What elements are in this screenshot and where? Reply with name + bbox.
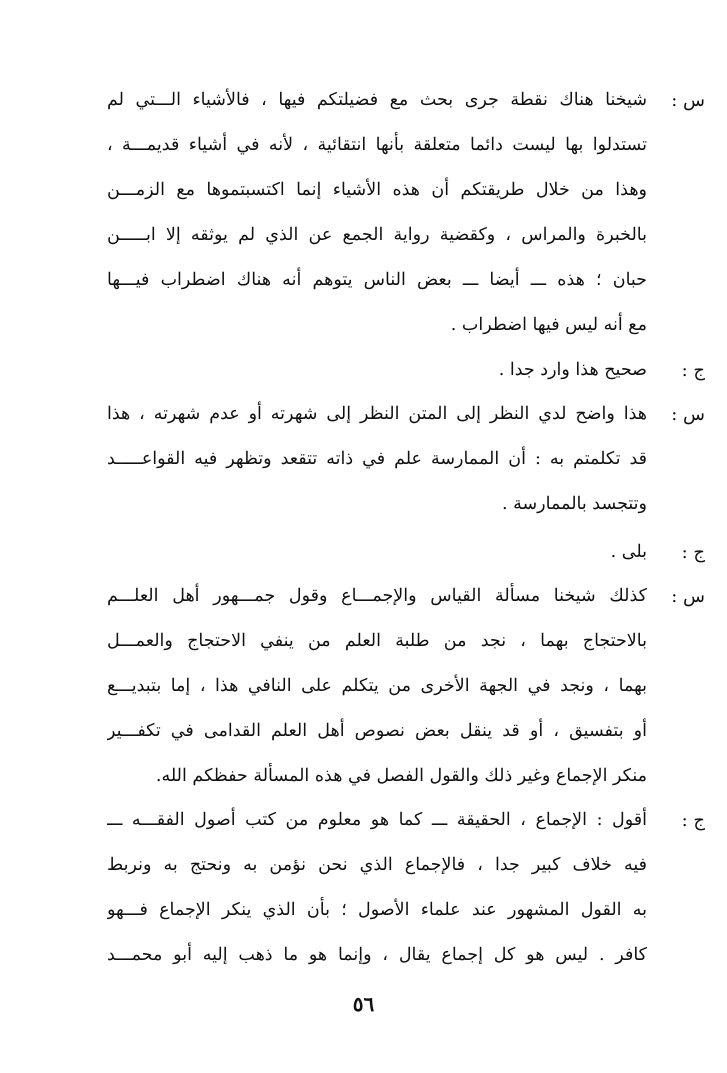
text-line: به القول المشهور عند علماء الأصول ؛ بأن الذي ينكر الإجماع فـــهو <box>107 900 647 920</box>
answer-label: ج : <box>681 810 705 831</box>
answer-label: ج : <box>681 542 705 563</box>
text-line: منكر الإجماع وغير ذلك والقول الفصل في هذه المسألة حفظكم الله. <box>155 766 647 786</box>
text-line: وهذا من خلال طريقتكم أن هذه الأشياء إنما اكتسبتموها مع الزمـــن <box>107 180 647 200</box>
text-line: كافر . ليس هو كل إجماع يقال ، وإنما هو ما ذهب إليه أبو محمـــد <box>107 945 647 965</box>
answer-text <box>107 530 647 575</box>
text-line: قد تكلمتم به : أن الممارسة علم في ذاته تتقعد وتظهر فيه القواعـــــد <box>107 449 647 469</box>
text-line: كذلك شيخنا مسألة القياس والإجمـــاع وقول جمـــهور أهل العلـــم <box>107 586 647 606</box>
text-line: بهما ، ونجد في الجهة الأخرى من يتكلم على النافي هذا ، إما بتبديـــع <box>107 676 647 696</box>
text-line: مع أنه ليس فيها اضطراب . <box>450 315 647 335</box>
text-line: بلى . <box>610 542 647 562</box>
text-line: تستدلوا بها ليست دائما متعلقة بأنها انتقائية ، لأنه في أشياء قديمـــة ، <box>107 135 647 155</box>
answer-text <box>107 348 647 393</box>
question-label: س : <box>671 90 705 111</box>
question-text <box>107 78 647 348</box>
question-label: س : <box>671 404 705 425</box>
question-text <box>107 392 647 527</box>
text-line: بالاحتجاج بهما ، نجد من طلبة العلم من ينفي الاحتجاج والعمـــل <box>107 631 647 651</box>
text-line: فيه خلاف كبير جدا ، فالإجماع الذي نحن نؤمن به ونحتج به ونربط <box>107 855 647 875</box>
text-line: شيخنا هناك نقطة جرى بحث مع فضيلتكم فيها ، فالأشياء الـــتي لم <box>107 90 647 110</box>
question-label: س : <box>671 586 705 607</box>
answer-text <box>107 798 647 978</box>
text-line: وتتجسد بالممارسة . <box>502 494 647 514</box>
answer-label: ج : <box>681 360 705 381</box>
text-line: حبان ؛ هذه ـــ أيضا ـــ بعض الناس يتوهم أنه هناك اضطراب فيـــها <box>107 270 647 290</box>
text-line: أو بتفسيق ، أو قد ينقل بعض نصوص أهل العلم القدامى في تكفـــير <box>107 721 647 741</box>
page-number: ٥٦ <box>352 992 375 1016</box>
text-line: بالخبرة والمراس ، وكقضية رواية الجمع عن الذي لم يوثقه إلا ابـــــن <box>107 225 647 245</box>
text-line: أقول : الإجماع ، الحقيقة ـــ كما هو معلوم من كتب أصول الفقـــه ـــ <box>107 810 647 830</box>
question-text <box>107 574 647 799</box>
text-line: صحيح هذا وارد جدا . <box>498 360 647 380</box>
text-line: هذا واضح لدي النظر إلى المتن النظر إلى شهرته أو عدم شهرته ، هذا <box>107 404 647 424</box>
